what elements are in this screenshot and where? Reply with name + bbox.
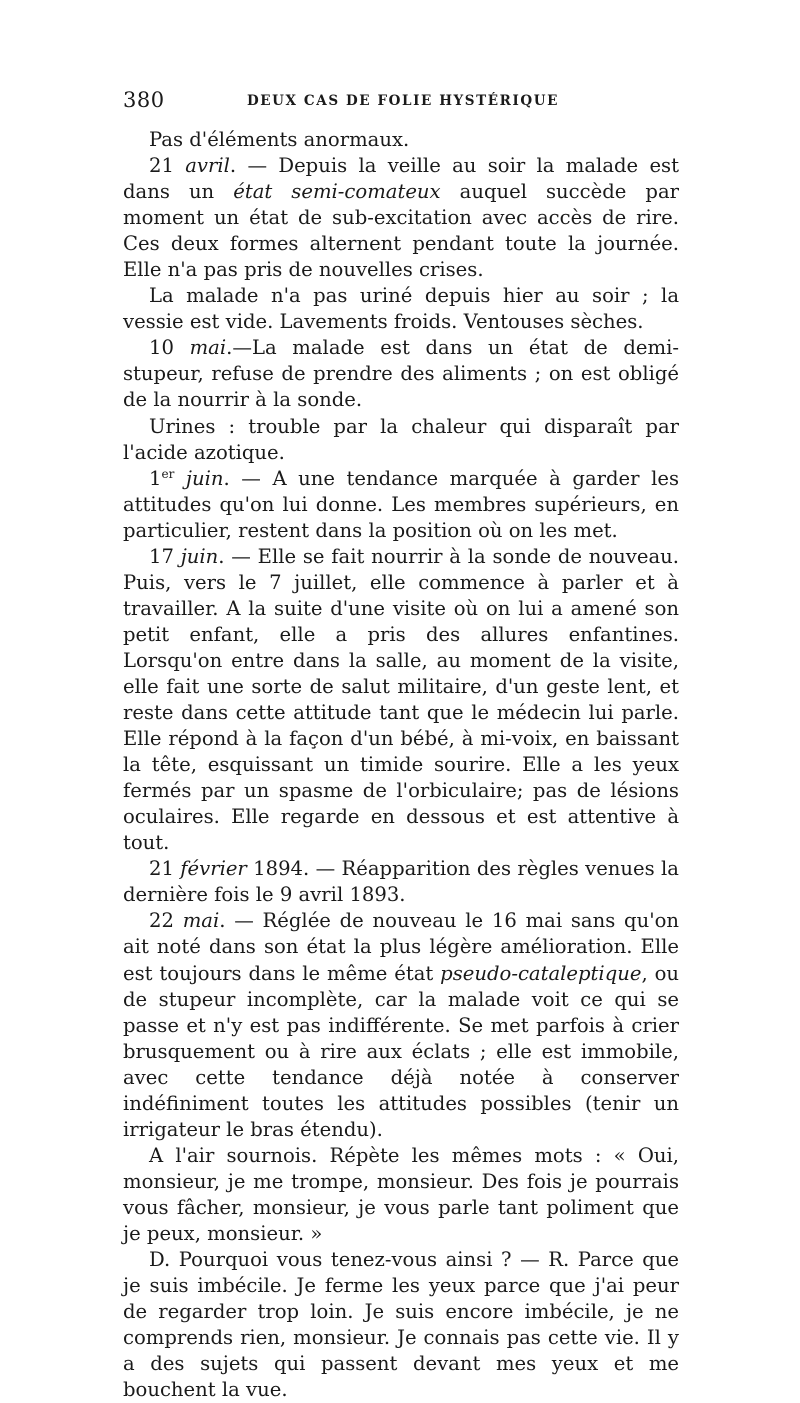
italic-text: juin (185, 466, 224, 490)
paragraph-text: 17 (149, 544, 181, 568)
paragraph-text: A l'air sournois. Répète les mêmes mots : « Oui, monsieur, je me trompe, monsieur. Des fois je pourrais vous fâcher, monsieur, je vous parle tant poliment que je peux, monsieur. » (123, 1143, 679, 1245)
paragraph (123, 335, 679, 413)
page-number: 380 (123, 88, 165, 112)
paragraph-text (174, 467, 186, 490)
italic-text: mai (182, 909, 220, 933)
italic-text: pseudo-cataleptique (440, 961, 642, 985)
paragraph (123, 414, 679, 466)
paragraph (123, 1143, 679, 1247)
paragraph-text: . — Réglée de nouveau le 16 mai sans qu'on ait noté dans son état la plus légère amélioration. Elle est toujours dans le même état (123, 909, 679, 985)
paragraph (123, 127, 679, 153)
paragraph-text: D. Pourquoi vous tenez-vous ainsi ? — R. Parce que je suis imbécile. Je ferme les yeux parce que j'ai peur de regarder trop loin. Je suis encore imbécile, je ne comprends rien, monsieur. Je connais pas cette vie. Il y a des sujets qui passent devant mes yeux et me bouchent la vue. (123, 1248, 679, 1402)
italic-text: juin (180, 544, 219, 568)
paragraph-text: 10 (149, 336, 190, 360)
paragraph (123, 544, 679, 857)
paragraph-text: . — Depuis la veille au soir la malade est dans un (123, 154, 679, 204)
paragraph-text: 21 (149, 857, 181, 881)
italic-text: avril (185, 154, 230, 178)
paragraph-text: 1 (149, 466, 162, 490)
paragraph-text: 21 (149, 154, 186, 178)
paragraph (123, 466, 679, 544)
paragraph (123, 856, 679, 908)
paragraph-text: Pas d'éléments anormaux. (149, 128, 410, 151)
paragraph-text: La malade n'a pas uriné depuis hier au soir ; la vessie est vide. Lavements froids. Ventouses sèches. (123, 284, 679, 334)
page-header (123, 88, 683, 118)
italic-text: février (180, 857, 247, 881)
body-text (123, 127, 679, 1403)
paragraph-text: . — A une tendance marquée à garder les attitudes qu'on lui donne. Les membres supérieurs, en particulier, restent dans la position où on les met. (123, 466, 680, 542)
paragraph-text: Urines : trouble par la chaleur qui disparaît par l'acide azotique. (123, 414, 679, 464)
paragraph (123, 908, 679, 1142)
paragraph (123, 153, 679, 283)
superscript-text: er (161, 466, 175, 481)
paragraph-text: , ou de stupeur incomplète, car la malade voit ce qui se passe et n'y est pas indifférente. Se met parfois à crier brusquement ou à rire aux éclats ; elle est immobile, avec cette tendance déjà notée à conserver indéfiniment toutes les attitudes possibles (tenir un irrigateur le bras étendu). (123, 961, 679, 1141)
paragraph (123, 1247, 679, 1403)
running-title: DEUX CAS DE FOLIE HYSTÉRIQUE (246, 93, 560, 109)
paragraph-text: . — Elle se fait nourrir à la sonde de nouveau. Puis, vers le 7 juillet, elle commence à parler et à travailler. A la suite d'une visite où on lui a amené son petit enfant, elle a pris des allures enfantines. Lorsqu'on entre dans la salle, au moment de la visite, elle fait une sorte de salut militaire, d'un geste lent, et reste dans cette attitude tant que le médecin lui parle. Elle répond à la façon d'un bébé, à mi-voix, en baissant la tête, esquissant un timide sourire. Elle a les yeux fermés par un spasme de l'orbiculaire; pas de lésions oculaires. Elle regarde en dessous et est attentive à tout. (123, 544, 679, 855)
italic-text: mai (189, 336, 227, 360)
paragraph-text: 22 (149, 909, 183, 933)
paragraph (123, 283, 679, 335)
paragraph-text: .—La malade est dans un état de demi-stupeur, refuse de prendre des aliments ; on est obligé de la nourrir à la sonde. (123, 336, 679, 412)
paragraph-text: 1894. — Réapparition des règles venues la dernière fois le 9 avril 1893. (123, 857, 679, 907)
paragraph-text: auquel succède par moment un état de sub-excitation avec accès de rire. Ces deux formes alternent pendant toute la journée. Elle n'a pas pris de nouvelles crises. (123, 180, 679, 282)
italic-text: état semi-comateux (233, 180, 441, 204)
